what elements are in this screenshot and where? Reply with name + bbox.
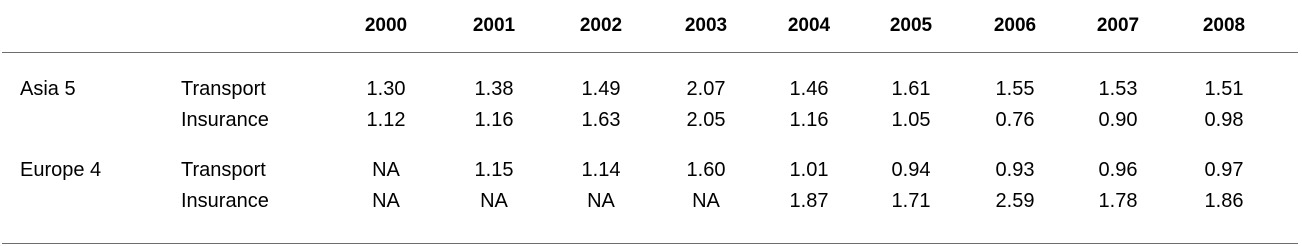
- table-cell: 1.87: [789, 190, 829, 212]
- table-cell: 0.76: [995, 109, 1035, 131]
- year-header: 2008: [1202, 15, 1246, 36]
- year-header: 2003: [684, 15, 728, 36]
- row-label: Insurance: [181, 109, 269, 131]
- table-cell: 1.30: [366, 78, 406, 100]
- table-cell: 1.53: [1098, 78, 1138, 100]
- table-cell: NA: [372, 190, 400, 212]
- table-cell: 1.05: [891, 109, 931, 131]
- table-cell: 1.78: [1098, 190, 1138, 212]
- row-label: Insurance: [181, 190, 269, 212]
- table-cell: 1.12: [366, 109, 406, 131]
- table-cell: NA: [587, 190, 615, 212]
- region-label: Europe 4: [20, 159, 102, 181]
- bottom-rule: [2, 243, 1298, 244]
- table-cell: 0.97: [1204, 159, 1244, 181]
- year-header: 2007: [1096, 15, 1140, 36]
- table-cell: 1.14: [581, 159, 621, 181]
- table-cell: 1.15: [474, 159, 514, 181]
- table-cell: 1.60: [686, 159, 726, 181]
- region-label: Asia 5: [20, 78, 76, 100]
- table-cell: 1.16: [474, 109, 514, 131]
- year-header: 2004: [787, 15, 831, 36]
- table-cell: NA: [480, 190, 508, 212]
- table-cell: 1.51: [1204, 78, 1244, 100]
- table-cell: 2.59: [995, 190, 1035, 212]
- table-cell: 1.46: [789, 78, 829, 100]
- row-label: Transport: [181, 159, 266, 181]
- table-cell: NA: [692, 190, 720, 212]
- year-header: 2000: [364, 15, 408, 36]
- table-cell: 1.38: [474, 78, 514, 100]
- table-cell: 2.07: [686, 78, 726, 100]
- table-cell: NA: [372, 159, 400, 181]
- table-cell: 0.98: [1204, 109, 1244, 131]
- year-header: 2001: [472, 15, 516, 36]
- year-header: 2002: [579, 15, 623, 36]
- table-cell: 0.93: [995, 159, 1035, 181]
- table-cell: 1.61: [891, 78, 931, 100]
- table-cell: 1.71: [891, 190, 931, 212]
- table-cell: 2.05: [686, 109, 726, 131]
- table-cell: 1.49: [581, 78, 621, 100]
- year-header: 2005: [889, 15, 933, 36]
- table-cell: 0.90: [1098, 109, 1138, 131]
- year-header: 2006: [993, 15, 1037, 36]
- header-rule: [2, 52, 1298, 53]
- row-label: Transport: [181, 78, 266, 100]
- table-cell: 1.63: [581, 109, 621, 131]
- table-cell: 1.55: [995, 78, 1035, 100]
- table-cell: 1.01: [789, 159, 829, 181]
- table-cell: 0.96: [1098, 159, 1138, 181]
- table-cell: 1.86: [1204, 190, 1244, 212]
- table-cell: 0.94: [891, 159, 931, 181]
- table-cell: 1.16: [789, 109, 829, 131]
